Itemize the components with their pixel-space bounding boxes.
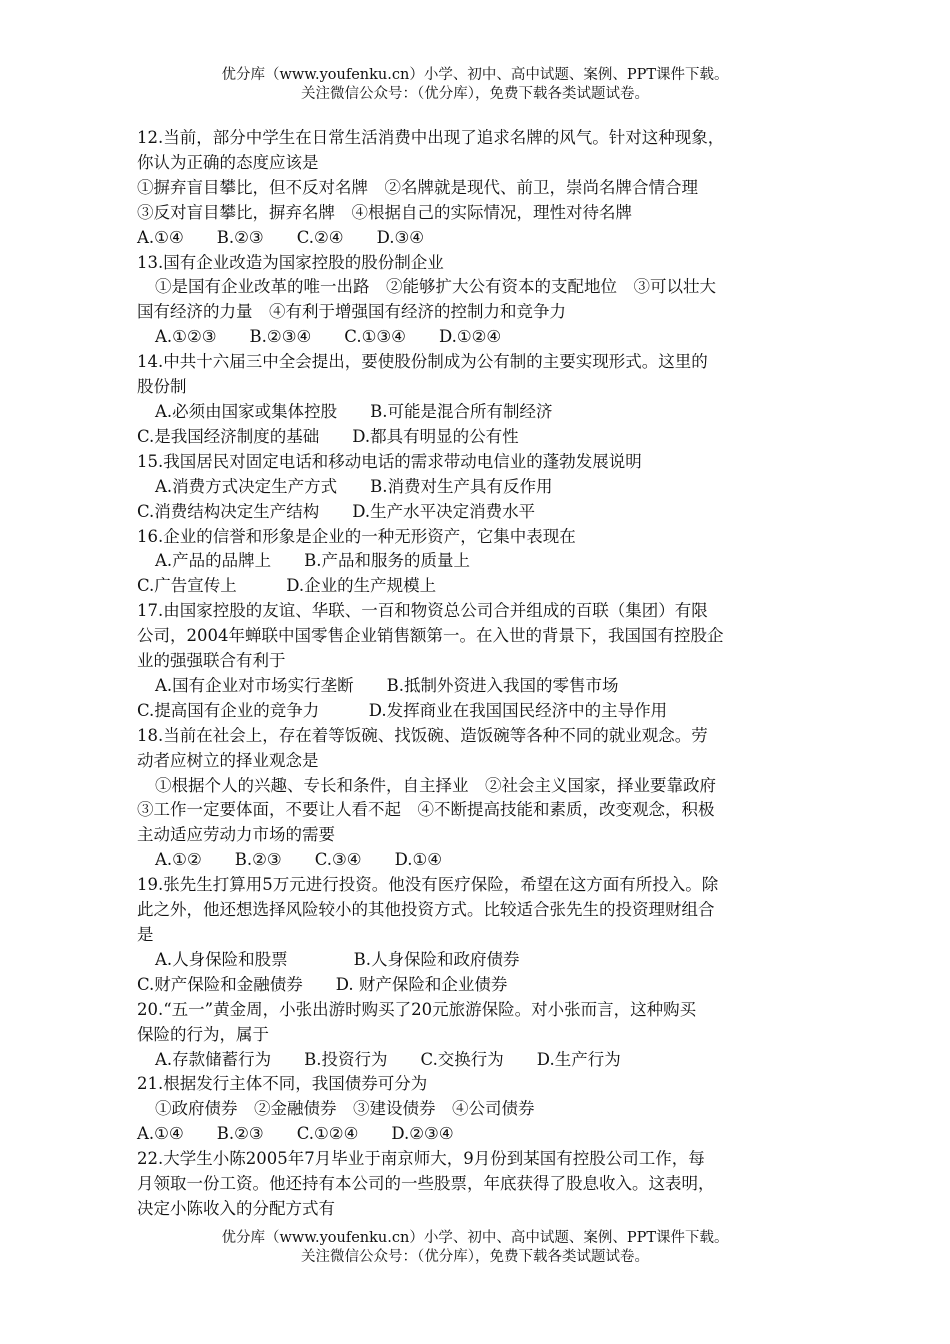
text-line: 20.“五一”黄金周，小张出游时购买了20元旅游保险。对小张而言，这种购买 <box>137 999 697 1019</box>
text-line: 14.中共十六届三中全会提出，要使股份制成为公有制的主要实现形式。这里的 <box>137 352 708 372</box>
text-line: A.产品的品牌上 B.产品和服务的质量上 <box>155 551 471 571</box>
text-line: C.广告宣传上 D.企业的生产规模上 <box>137 576 437 596</box>
text-line: A.①④ B.②③ C.①②④ D.②③④ <box>137 1124 454 1144</box>
text-line: 16.企业的信誉和形象是企业的一种无形资产，它集中表现在 <box>137 526 576 546</box>
text-line: ①政府债券 ②金融债券 ③建设债券 ④公司债券 <box>155 1099 535 1119</box>
text-line: A.①④ B.②③ C.②④ D.③④ <box>137 227 425 247</box>
text-line: A.①②③ B.②③④ C.①③④ D.①②④ <box>155 327 502 347</box>
text-line: 业的强强联合有利于 <box>137 651 286 671</box>
text-line: 15.我国居民对固定电话和移动电话的需求带动电信业的蓬勃发展说明 <box>137 451 642 471</box>
text-line: C.消费结构决定生产结构 D.生产水平决定消费水平 <box>137 501 536 521</box>
header-line-1: 优分库（www.youfenku.cn）小学、初中、高中试题、案例、PPT课件下载。 <box>221 67 729 83</box>
text-line: 你认为正确的态度应该是 <box>137 152 319 172</box>
text-line: 19.张先生打算用5万元进行投资。他没有医疗保险，希望在这方面有所投入。除 <box>137 875 719 895</box>
text-line: 决定小陈收入的分配方式有 <box>137 1198 335 1218</box>
text-line: 21.根据发行主体不同，我国债券可分为 <box>137 1074 428 1094</box>
text-line: 是 <box>137 925 154 944</box>
text-line: A.国有企业对市场实行垄断 B.抵制外资进入我国的零售市场 <box>155 675 619 695</box>
header-line-2: 关注微信公众号：（优分库），免费下载各类试题试卷。 <box>301 86 649 102</box>
text-line: 主动适应劳动力市场的需要 <box>137 825 335 845</box>
text-line: 17.由国家控股的友谊、华联、一百和物资总公司合并组成的百联（集团）有限 <box>137 601 708 621</box>
text-line: A.消费方式决定生产方式 B.消费对生产具有反作用 <box>155 476 553 496</box>
text-line: A.存款储蓄行为 B.投资行为 C.交换行为 D.生产行为 <box>155 1049 621 1069</box>
text-line: C.提高国有企业的竞争力 D.发挥商业在我国国民经济中的主导作用 <box>137 700 668 720</box>
question-body <box>137 126 817 1222</box>
text-line: A.①② B.②③ C.③④ D.①④ <box>155 850 443 870</box>
text-line: C.财产保险和金融债券 D. 财产保险和企业债券 <box>137 974 508 994</box>
text-line: 22.大学生小陈2005年7月毕业于南京师大，9月份到某国有控股公司工作，每 <box>137 1149 705 1169</box>
text-line: C.是我国经济制度的基础 D.都具有明显的公有性 <box>137 426 519 446</box>
text-line: 18.当前在社会上，存在着等饭碗、找饭碗、造饭碗等各种不同的就业观念。劳 <box>137 725 708 745</box>
text-line: 国有经济的力量 ④有利于增强国有经济的控制力和竞争力 <box>137 302 566 322</box>
text-line: 股份制 <box>137 377 187 397</box>
text-line: 12.当前，部分中学生在日常生活消费中出现了追求名牌的风气。针对这种现象， <box>137 128 725 147</box>
footer-line-2: 关注微信公众号：（优分库），免费下载各类试题试卷。 <box>301 1249 649 1265</box>
page-footer <box>0 1229 950 1267</box>
text-line: 月领取一份工资。他还持有本公司的一些股票，年底获得了股息收入。这表明， <box>137 1174 715 1194</box>
text-line: ③工作一定要体面，不要让人看不起 ④不断提高技能和素质，改变观念，积极 <box>137 800 715 820</box>
page-header <box>0 66 950 104</box>
footer-line-1: 优分库（www.youfenku.cn）小学、初中、高中试题、案例、PPT课件下载。 <box>221 1230 729 1246</box>
text-line: ③反对盲目攀比，摒弃名牌 ④根据自己的实际情况，理性对待名牌 <box>137 202 632 222</box>
text-line: 13.国有企业改造为国家控股的股份制企业 <box>137 252 444 272</box>
text-line: 公司，2004年蝉联中国零售企业销售额第一。在入世的背景下，我国国有控股企 <box>137 626 724 646</box>
text-line: ①摒弃盲目攀比，但不反对名牌 ②名牌就是现代、前卫，崇尚名牌合情合理 <box>137 177 698 197</box>
text-line: 此之外，他还想选择风险较小的其他投资方式。比较适合张先生的投资理财组合 <box>137 900 715 920</box>
text-line: 保险的行为，属于 <box>137 1024 269 1044</box>
text-line: ①根据个人的兴趣、专长和条件，自主择业 ②社会主义国家，择业要靠政府 <box>155 775 716 795</box>
text-line: 动者应树立的择业观念是 <box>137 750 319 770</box>
text-line: A.必须由国家或集体控股 B.可能是混合所有制经济 <box>155 401 553 421</box>
text-line: A.人身保险和股票 B.人身保险和政府债券 <box>155 949 520 969</box>
text-line: ①是国有企业改革的唯一出路 ②能够扩大公有资本的支配地位 ③可以壮大 <box>155 277 716 297</box>
